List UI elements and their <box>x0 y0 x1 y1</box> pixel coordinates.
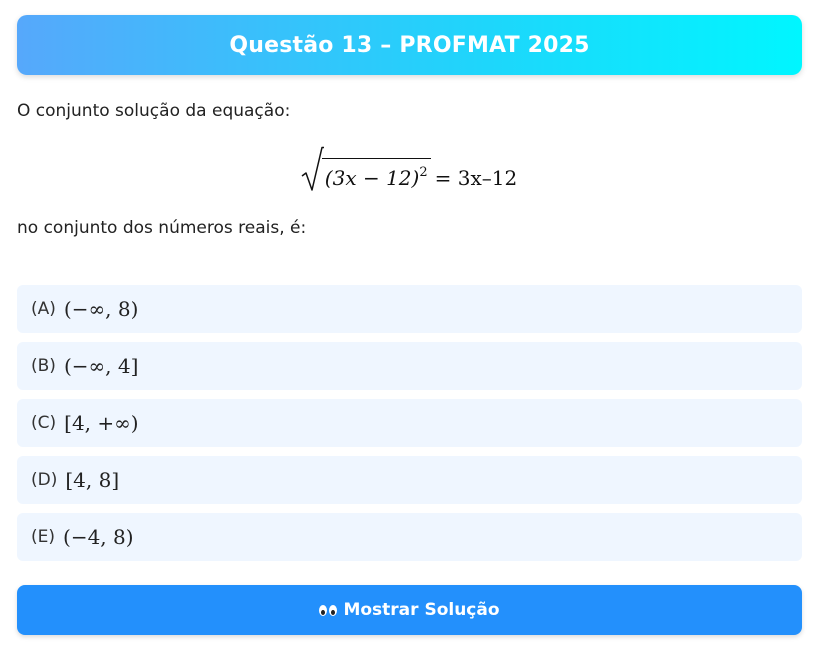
question-title: Questão 13 – PROFMAT 2025 <box>229 32 590 58</box>
option-e[interactable] <box>17 513 802 561</box>
option-c[interactable] <box>17 399 802 447</box>
answer-options <box>17 285 802 570</box>
eye-left-icon <box>319 605 327 616</box>
question-statement: no conjunto dos números reais, é: <box>17 218 307 238</box>
option-value: [4, +∞) <box>64 411 139 435</box>
eyes-icon <box>319 605 337 616</box>
square-root <box>300 146 431 194</box>
question-header <box>17 15 802 75</box>
option-a[interactable] <box>17 285 802 333</box>
option-letter: (B) <box>31 356 56 376</box>
option-value: (−∞, 8) <box>63 297 139 321</box>
equation <box>0 146 817 194</box>
option-value: (−∞, 4] <box>63 354 139 378</box>
equation-rhs: = 3x–12 <box>434 166 518 190</box>
show-solution-button[interactable] <box>17 585 802 635</box>
option-b[interactable] <box>17 342 802 390</box>
option-value: (−4, 8) <box>63 525 134 549</box>
radicand <box>322 158 431 194</box>
radical-sign-icon <box>300 146 324 194</box>
eye-right-icon <box>329 605 337 616</box>
option-letter: (E) <box>31 527 56 547</box>
option-letter: (A) <box>31 299 56 319</box>
show-solution-label: Mostrar Solução <box>343 600 500 620</box>
option-d[interactable] <box>17 456 802 504</box>
radicand-exponent: 2 <box>419 165 428 180</box>
option-letter: (C) <box>31 413 57 433</box>
option-letter: (D) <box>31 470 58 490</box>
question-intro: O conjunto solução da equação: <box>17 101 291 121</box>
option-value: [4, 8] <box>65 468 120 492</box>
radicand-expression: (3x − 12) <box>324 166 420 190</box>
